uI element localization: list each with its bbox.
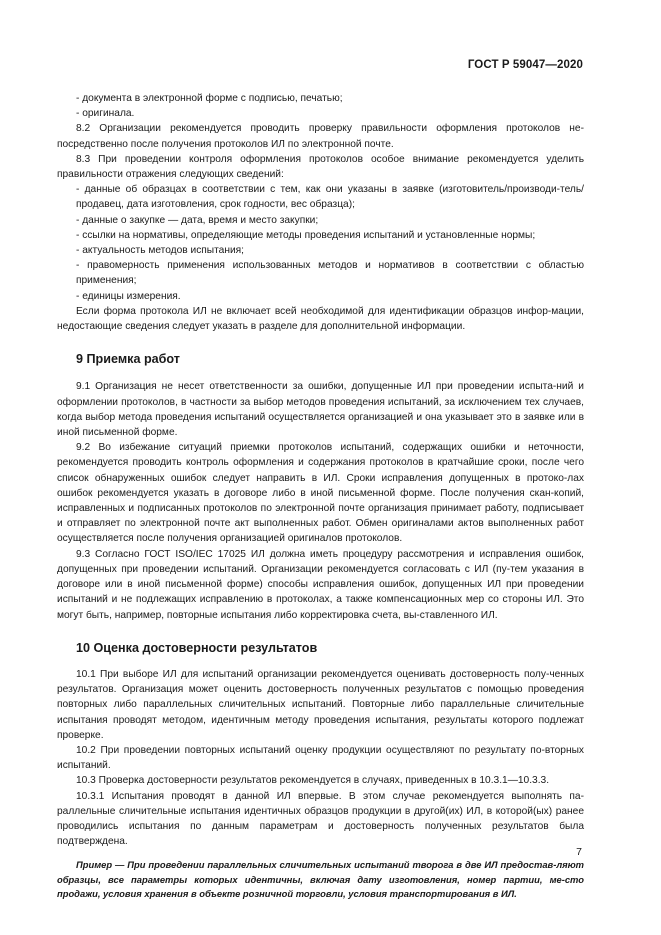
list-item: - оригинала. bbox=[76, 108, 135, 120]
paragraph-10-3: 10.3 Проверка достоверности результатов рекомендуется в случаях, приведенных в 10.3.1—10.3.3. bbox=[76, 775, 550, 787]
paragraph-9-2: 9.2 Во избежание ситуаций приемки протоколов испытаний, содержащих ошибки и неточности, рекомендуется проводить контроль оформления и содержания протоколов в кратчайшие сроки, после чего список обнаруженных ошибок следует направить в ИЛ. Сроки исправления допущенных в протоко-лах ошибок рекомендуется указать в договоре либо в иной письменной форме. После получения скан-копий, исправленных и подписанных протоколов по электронной почте организация принимает работу, подписывает и отправляет по электронной почте акт выполненных работ. Обмен оригиналами актов выполненных работ осуществляется после получения организацией оригиналов протоколов. bbox=[57, 442, 584, 545]
paragraph-10-2: 10.2 При проведении повторных испытаний оценку продукции осуществляют по результату по-вторных испытаний. bbox=[57, 744, 584, 772]
paragraph-8-3: 8.3 При проведении контроля оформления протоколов особое внимание рекомендуется уделить правильности отражения следующих сведений: bbox=[57, 153, 584, 181]
list-item: - документа в электронной форме с подписью, печатью; bbox=[76, 93, 343, 104]
list-item: - ссылки на нормативы, определяющие методы проведения испытаний и установленные нормы; bbox=[76, 229, 536, 241]
list-item: - данные о закупке — дата, время и место закупки; bbox=[76, 214, 319, 226]
section-10-heading: 10 Оценка достоверности результатов bbox=[76, 640, 318, 655]
page-content bbox=[57, 91, 584, 901]
paragraph-10-3-1: 10.3.1 Испытания проводят в данной ИЛ впервые. В этом случае рекомендуется выполнять па-раллельные сличительные испытания идентичных образцов продукции в другой(их) ИЛ, в которой(ых) ранее проводились испытания по данным параметрам и достоверность полученных результатов была подтверждена. bbox=[57, 790, 584, 848]
list-item: - правомерность применения использованных методов и нормативов в соответствии с областью применения; bbox=[76, 260, 584, 287]
paragraph-8-2: 8.2 Организации рекомендуется проводить проверку правильности оформления протоколов не-посредственно после получения протоколов ИЛ по электронной почте. bbox=[57, 123, 584, 150]
list-item: - данные об образцах в соответствии с тем, как они указаны в заявке (изготовитель/производи-тель/продавец, дата изготовления, срок годности, вес образца); bbox=[76, 184, 584, 211]
page-number: 7 bbox=[576, 846, 582, 858]
example-note: Пример — При проведении параллельных сличительных испытаний творога в две ИЛ предостав-ляют образцы, все параметры которых идентичны, включая дату изготовления, номер партии, ме-сто продажи, условия хранения в объекте розничной торговли, условия транспортирования в ИЛ. bbox=[57, 859, 584, 899]
paragraph-protocol-form: Если форма протокола ИЛ не включает всей необходимой для идентификации образцов инфор-мации, недостающие сведения следует указать в разделе для дополнительной информации. bbox=[57, 305, 584, 333]
list-item: - единицы измерения. bbox=[76, 290, 181, 302]
paragraph-9-1: 9.1 Организация не несет ответственности за ошибки, допущенные ИЛ при проведении испыта-ний и оформлении протоколов, в частности за выбор методов проведения испытаний, за исключением тех случаев, когда выбор метода проведения испытаний осуществляется организацией и она указывает это в заявке или в иной письменной форме. bbox=[57, 381, 584, 439]
paragraph-10-1: 10.1 При выборе ИЛ для испытаний организации рекомендуется оценивать достоверность полу-ченных результатов. Организация может оценить достоверность полученных результатов с помощью проведения повторных либо параллельных сличительных испытаний. Повторные либо параллельные сличительные испытания проводят методом, идентичным методу проведения испытания, результаты которого подлежат проверке. bbox=[57, 668, 584, 741]
list-item: - актуальность методов испытания; bbox=[76, 245, 245, 257]
section-9-heading: 9 Приемка работ bbox=[76, 352, 180, 367]
document-number: ГОСТ Р 59047—2020 bbox=[467, 59, 583, 71]
paragraph-9-3: 9.3 Согласно ГОСТ ISO/IEC 17025 ИЛ должна иметь процедуру рассмотрения и исправления ошибок, допущенных при проведении испытаний. Организации рекомендуется согласовать с ИЛ (пу-тем указания в договоре или в иной письменной форме) способы исправления ошибок, допущенных ИЛ при проведении испытаний и не подлежащих исправлению в протоколах, а также компенсационных мер со стороны ИЛ. Это могут быть, например, повторные испытания либо корректировка счета, вы-ставленного ИЛ. bbox=[57, 548, 584, 621]
